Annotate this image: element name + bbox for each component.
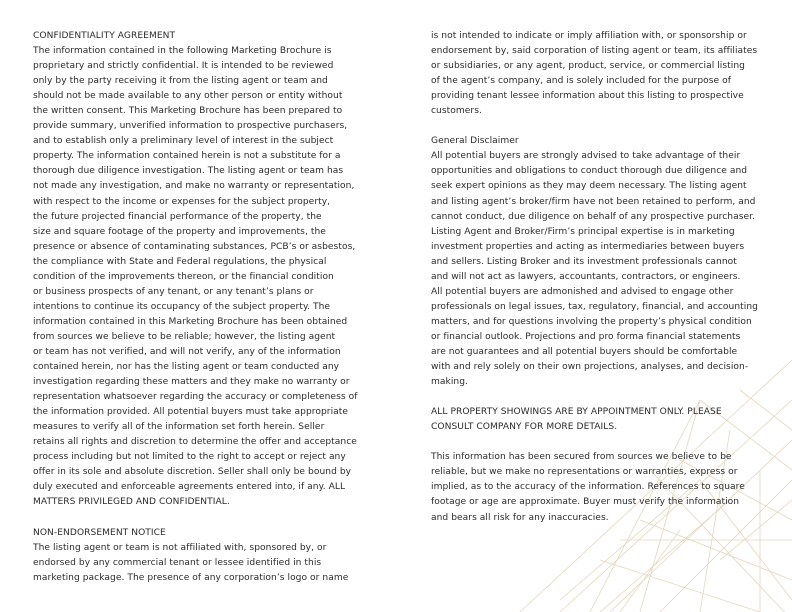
- body-text-line: of the agent’s company, and is solely included for the purpose of: [431, 76, 731, 87]
- body-text-line: the written consent. This Marketing Brochure has been prepared to: [33, 106, 343, 117]
- body-text-line: the information provided. All potential buyers must take appropriate: [33, 407, 349, 418]
- body-text-line: professionals on legal issues, tax, regulatory, financial, and accounting: [431, 301, 758, 312]
- body-text-line: providing tenant lessee information about this listing to prospective: [431, 91, 744, 102]
- non-endorsement-heading: NON-ENDORSEMENT NOTICE: [33, 527, 166, 538]
- body-text-line: retains all rights and discretion to determine the offer and acceptance: [33, 437, 357, 448]
- body-text-line: property. The information contained herein is not a substitute for a: [33, 151, 341, 162]
- body-text-line: seek expert opinions as they may deem necessary. The listing agent: [431, 181, 747, 192]
- body-text-line: the future projected financial performance of the property, the: [33, 211, 322, 222]
- body-text-line: opportunities and obligations to conduct thorough due diligence and: [431, 166, 748, 177]
- general-disclaimer-heading: General Disclaimer: [431, 136, 519, 147]
- body-text-line: All potential buyers are strongly advised to take advantage of their: [431, 151, 741, 162]
- body-text-line: investment properties and acting as intermediaries between buyers: [431, 241, 745, 252]
- sources-disclaimer: [431, 450, 766, 525]
- body-text-line: or financial outlook. Projections and pro forma financial statements: [431, 331, 741, 342]
- decorative-line: [600, 560, 760, 612]
- general-disclaimer-body: [431, 149, 766, 390]
- body-text-line: from sources we believe to be reliable; however, the listing agent: [33, 331, 336, 342]
- body-text-line: matters, and for questions involving the property’s physical condition: [431, 316, 752, 327]
- body-text-line: cannot conduct, due diligence on behalf of any prospective purchaser.: [431, 211, 756, 222]
- body-text-line: condition of the improvements thereon, or the financial condition: [33, 271, 334, 282]
- body-text-line: CONSULT COMPANY FOR MORE DETAILS.: [431, 422, 618, 433]
- body-text-line: thorough due diligence investigation. The listing agent or team has: [33, 166, 344, 177]
- confidentiality-body: [33, 44, 368, 510]
- body-text-line: customers.: [431, 106, 482, 117]
- body-text-line: with and rely solely on their own projections, analyses, and decision-: [431, 362, 749, 373]
- body-text-line: marketing package. The presence of any corporation’s logo or name: [33, 572, 349, 583]
- body-text-line: proprietary and strictly confidential. It is intended to be reviewed: [33, 61, 334, 72]
- body-text-line: is not intended to indicate or imply affiliation with, or sponsorship or: [431, 31, 747, 41]
- body-text-line: contained herein, nor has the listing agent or team conducted any: [33, 362, 340, 373]
- body-text-line: endorsed by any commercial tenant or lessee identified in this: [33, 557, 322, 568]
- body-text-line: the compliance with State and Federal regulations, the physical: [33, 256, 327, 267]
- body-text-line: and to establish only a preliminary level of interest in the subject: [33, 136, 334, 147]
- confidentiality-section: [33, 29, 368, 511]
- confidentiality-heading: CONFIDENTIALITY AGREEMENT: [33, 31, 176, 41]
- body-text-line: endorsement by, said corporation of listing agent or team, its affiliates: [431, 46, 758, 57]
- general-disclaimer-section: [431, 134, 766, 390]
- body-text-line: ALL PROPERTY SHOWINGS ARE BY APPOINTMENT ONLY. PLEASE: [431, 407, 722, 418]
- body-text-line: The listing agent or team is not affiliated with, sponsored by, or: [33, 542, 327, 553]
- non-endorsement-continued: [431, 29, 766, 119]
- body-text-line: measures to verify all of the information set forth herein. Seller: [33, 422, 325, 433]
- body-text-line: or team has not verified, and will not verify, any of the information: [33, 346, 341, 357]
- body-text-line: and listing agent’s broker/firm have not been retained to perform, and: [431, 196, 756, 207]
- body-text-line: or business prospects of any tenant, or any tenant’s plans or: [33, 286, 314, 297]
- body-text-line: implied, as to the accuracy of the information. References to square: [431, 482, 745, 493]
- body-text-line: should not be made available to any other person or entity without: [33, 91, 343, 102]
- body-text-line: information contained in this Marketing Brochure has been obtained: [33, 316, 348, 327]
- body-text-line: process including but not limited to the right to accept or reject any: [33, 452, 346, 463]
- body-text-line: and will not act as lawyers, accountants, contractors, or engineers.: [431, 271, 741, 282]
- body-text-line: only by the party receiving it from the listing agent or team and: [33, 76, 328, 87]
- body-text-line: intentions to continue its occupancy of the subject property. The: [33, 301, 331, 312]
- left-column: [33, 29, 368, 586]
- body-text-line: footage or age are approximate. Buyer must verify the information: [431, 497, 740, 508]
- body-text-line: and sellers. Listing Broker and its investment professionals cannot: [431, 256, 737, 267]
- body-text-line: provide summary, unverified information to prospective purchasers,: [33, 121, 348, 132]
- body-text-line: making.: [431, 377, 469, 388]
- decorative-line: [620, 530, 680, 612]
- body-text-line: MATTERS PRIVILEGED AND CONFIDENTIAL.: [33, 497, 230, 508]
- body-text-line: and bears all risk for any inaccuracies.: [431, 512, 609, 523]
- body-text-line: investigation regarding these matters and they make no warranty or: [33, 377, 350, 388]
- right-column: [431, 29, 766, 526]
- body-text-line: are not guarantees and all potential buyers should be comfortable: [431, 346, 738, 357]
- body-text-line: presence or absence of contaminating substances, PCB’s or asbestos,: [33, 241, 356, 252]
- body-text-line: with respect to the income or expenses for the subject property,: [33, 196, 331, 207]
- body-text-line: Listing Agent and Broker/Firm’s principal expertise is in marketing: [431, 226, 735, 237]
- body-text-line: size and square footage of the property and improvements, the: [33, 226, 326, 237]
- showings-notice: [431, 405, 766, 435]
- body-text-line: representation whatsoever regarding the accuracy or completeness of: [33, 392, 358, 403]
- body-text-line: not made any investigation, and make no warranty or representation,: [33, 181, 355, 192]
- body-text-line: offer in its sole and absolute discretion. Seller shall only be bound by: [33, 467, 352, 478]
- body-text-line: or subsidiaries, or any agent, product, service, or commercial listing: [431, 61, 745, 72]
- body-text-line: This information has been secured from sources we believe to be: [431, 452, 732, 463]
- body-text-line: duly executed and enforceable agreements entered into, if any. ALL: [33, 482, 346, 493]
- body-text-line: The information contained in the following Marketing Brochure is: [33, 46, 332, 57]
- body-text-line: reliable, but we make no representations or warranties, express or: [431, 467, 738, 478]
- decorative-line: [640, 520, 792, 580]
- non-endorsement-section: [33, 526, 368, 586]
- body-text-line: All potential buyers are admonished and advised to engage other: [431, 286, 734, 297]
- non-endorsement-body: [33, 541, 368, 586]
